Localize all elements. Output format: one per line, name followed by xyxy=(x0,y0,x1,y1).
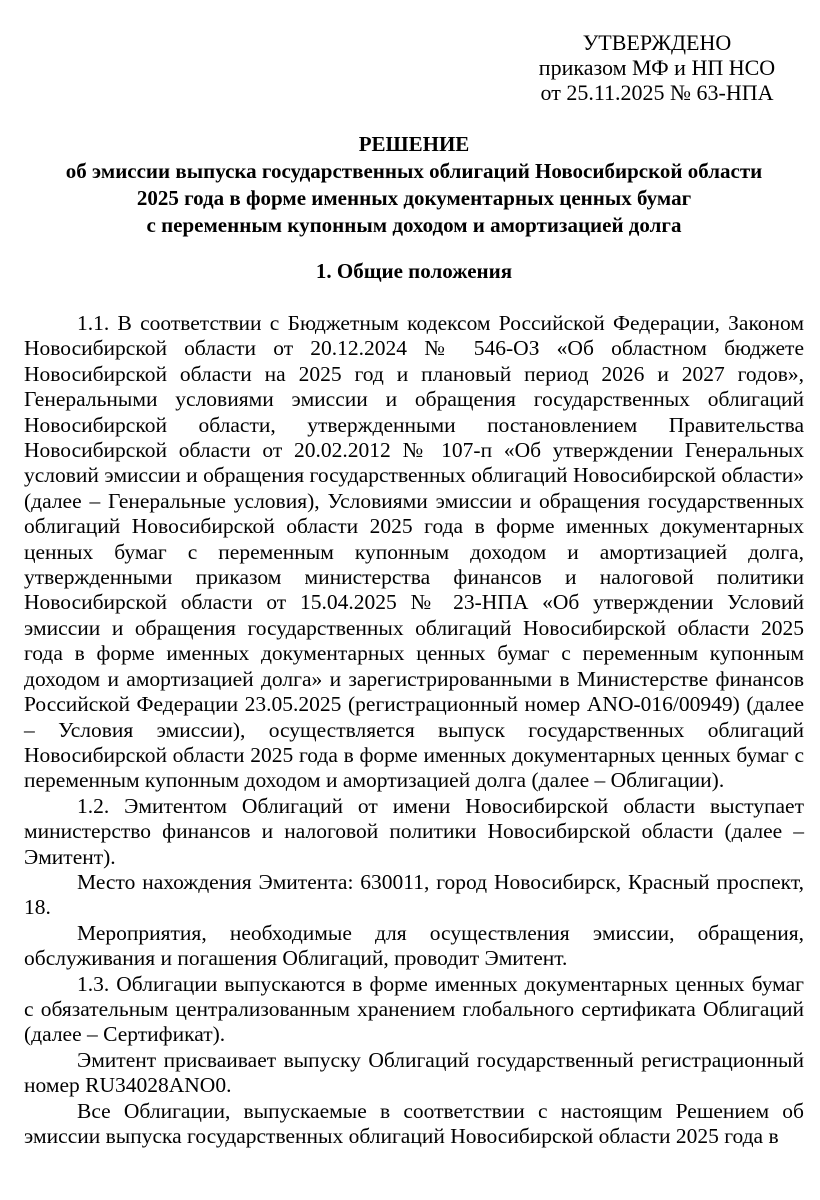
title-line-3: с переменным купонным доходом и амортизацией долга xyxy=(146,213,682,237)
paragraph-1-3: 1.3. Облигации выпускаются в форме именных документарных ценных бумаг с обязательным централизованным хранением глобального сертификата Облигаций (далее – Сертификат). xyxy=(24,971,804,1047)
title-line-2: 2025 года в форме именных документарных ценных бумаг xyxy=(136,186,692,210)
section-body xyxy=(24,311,804,1149)
paragraph-issuer-activities: Мероприятия, необходимые для осуществления эмиссии, обращения, обслуживания и погашения Облигаций, проводит Эмитент. xyxy=(24,920,804,971)
document-title xyxy=(24,131,804,239)
paragraph-1-1: 1.1. В соответствии с Бюджетным кодексом Российской Федерации, Законом Новосибирской области от 20.12.2024 № 546-ОЗ «Об областном бюджете Новосибирской области на 2025 год и плановый период 2026 и 2027 годов», Генеральными условиями эмиссии и обращения государственных облигаций Новосибирской области, утвержденными постановлением Правительства Новосибирской области от 20.02.2012 № 107-п «Об утверждении Генеральных условий эмиссии и обращения государственных облигаций Новосибирской области» (далее – Генеральные условия), Условиями эмиссии и обращения государственных облигаций Новосибирской области 2025 года в форме именных документарных ценных бумаг с переменным купонным доходом и амортизацией долга, утвержденными приказом министерства финансов и налоговой политики Новосибирской области от 15.04.2025 № 23-НПА «Об утверждении Условий эмиссии и обращения государственных облигаций Новосибирской области 2025 года в форме именных документарных ценных бумаг с переменным купонным доходом и амортизацией долга» и зарегистрированными в Министерстве финансов Российской Федерации 23.05.2025 (регистрационный номер ANO-016/00949) (далее – Условия эмиссии), осуществляется выпуск государственных облигаций Новосибирской области 2025 года в форме именных документарных ценных бумаг с переменным купонным доходом и амортизацией долга (далее – Облигации). xyxy=(24,311,804,793)
title-heading: РЕШЕНИЕ xyxy=(358,132,470,156)
paragraph-issuer-address: Место нахождения Эмитента: 630011, город Новосибирск, Красный проспект, 18. xyxy=(24,869,804,920)
title-line-1: об эмиссии выпуска государственных облигаций Новосибирской области xyxy=(65,159,763,183)
section-heading: 1. Общие положения xyxy=(315,259,513,283)
approval-line-1: УТВЕРЖДЕНО xyxy=(582,30,732,55)
paragraph-continuation: Все Облигации, выпускаемые в соответствии с настоящим Решением об эмиссии выпуска государственных облигаций Новосибирской области 2025 года в xyxy=(24,1098,804,1148)
approval-stamp xyxy=(532,30,782,105)
paragraph-1-2: 1.2. Эмитентом Облигаций от имени Новосибирской области выступает министерство финансов и налоговой политики Новосибирской области (далее – Эмитент). xyxy=(24,793,804,869)
approval-line-3: от 25.11.2025 № 63-НПА xyxy=(540,80,774,105)
approval-line-2: приказом МФ и НП НСО xyxy=(538,55,776,80)
paragraph-registration-number: Эмитент присваивает выпуску Облигаций государственный регистрационный номер RU34028ANO0. xyxy=(24,1047,804,1098)
